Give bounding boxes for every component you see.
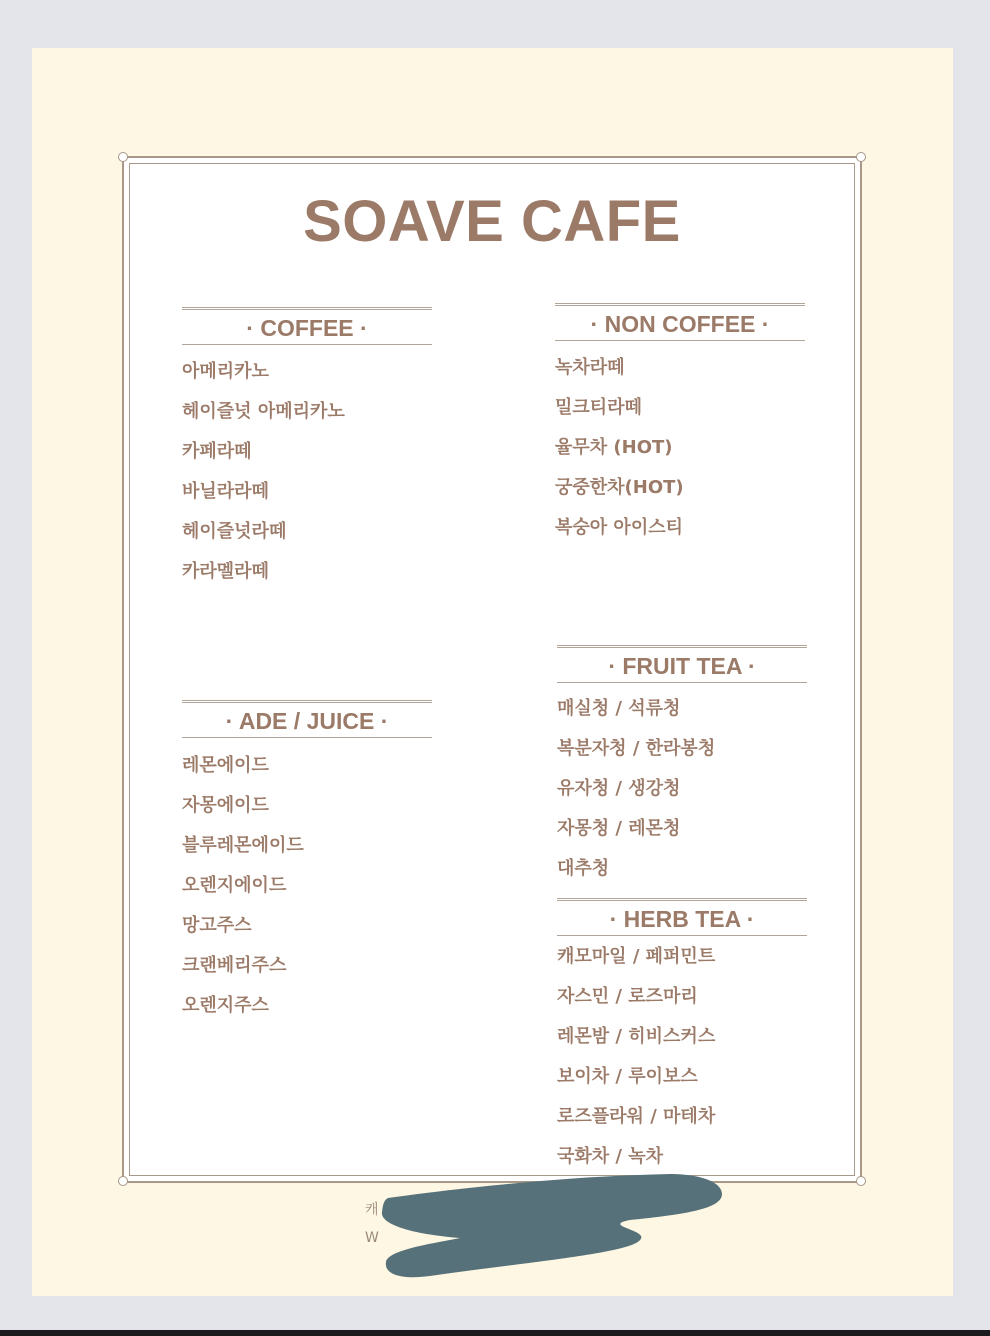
menu-item: 블루레몬에이드 bbox=[182, 835, 304, 856]
menu-item: 아메리카노 bbox=[182, 361, 269, 382]
menu-item: 오렌지에이드 bbox=[182, 875, 287, 896]
redaction-scribble bbox=[370, 1168, 730, 1288]
fruit-tea-section bbox=[557, 645, 807, 889]
menu-item: 망고주스 bbox=[182, 915, 252, 936]
menu-item: 카페라떼 bbox=[182, 441, 252, 462]
frame-corner-ornament bbox=[856, 152, 866, 162]
menu-item: 오렌지주스 bbox=[182, 995, 269, 1016]
menu-item: 유자청 / 생강청 bbox=[557, 778, 681, 799]
herb-tea-section bbox=[557, 898, 807, 1177]
frame-corner-ornament bbox=[118, 152, 128, 162]
menu-item: 레몬에이드 bbox=[182, 755, 269, 776]
menu-item: 녹차라떼 bbox=[555, 357, 625, 378]
non-coffee-section bbox=[555, 303, 805, 548]
menu-item: 보이차 / 루이보스 bbox=[557, 1066, 698, 1087]
menu-item: 매실청 / 석류청 bbox=[557, 698, 681, 719]
menu-item: 자몽청 / 레몬청 bbox=[557, 818, 681, 839]
menu-item: 자몽에이드 bbox=[182, 795, 269, 816]
menu-item: 율무차 (HOT) bbox=[555, 437, 673, 458]
menu-item: 캐모마일 / 페퍼민트 bbox=[557, 946, 716, 967]
coffee-section bbox=[182, 307, 432, 592]
menu-item: 대추청 bbox=[557, 858, 610, 879]
menu-item: 레몬밤 / 히비스커스 bbox=[557, 1026, 716, 1047]
menu-item: 자스민 / 로즈마리 bbox=[557, 986, 698, 1007]
menu-item: 궁중한차(HOT) bbox=[555, 477, 684, 498]
menu-item: 밀크티라떼 bbox=[555, 397, 642, 418]
non-coffee-heading: · NON COFFEE · bbox=[555, 303, 805, 341]
coffee-heading: · COFFEE · bbox=[182, 307, 432, 345]
frame-corner-ornament bbox=[118, 1176, 128, 1186]
menu-item: 로즈플라워 / 마테차 bbox=[557, 1106, 716, 1127]
menu-item: 카라멜라떼 bbox=[182, 561, 269, 582]
menu-item: 헤이즐넛 아메리카노 bbox=[182, 401, 345, 422]
menu-item: 헤이즐넛라떼 bbox=[182, 521, 287, 542]
footer-line: W bbox=[365, 1230, 379, 1246]
ade-juice-section bbox=[182, 700, 432, 1026]
footer-line: 캐 bbox=[365, 1202, 379, 1218]
frame-corner-ornament bbox=[856, 1176, 866, 1186]
menu-item: 국화차 / 녹차 bbox=[557, 1146, 664, 1167]
herb-tea-heading: · HERB TEA · bbox=[557, 898, 807, 936]
menu-item: 바닐라라떼 bbox=[182, 481, 269, 502]
menu-item: 복분자청 / 한라봉청 bbox=[557, 738, 716, 759]
menu-item: 복숭아 아이스티 bbox=[555, 517, 683, 538]
menu-item: 크랜베리주스 bbox=[182, 955, 287, 976]
ade-juice-heading: · ADE / JUICE · bbox=[182, 700, 432, 738]
fruit-tea-heading: · FRUIT TEA · bbox=[557, 645, 807, 683]
bottom-edge bbox=[0, 1330, 990, 1336]
cafe-title: SOAVE CAFE bbox=[303, 189, 681, 254]
